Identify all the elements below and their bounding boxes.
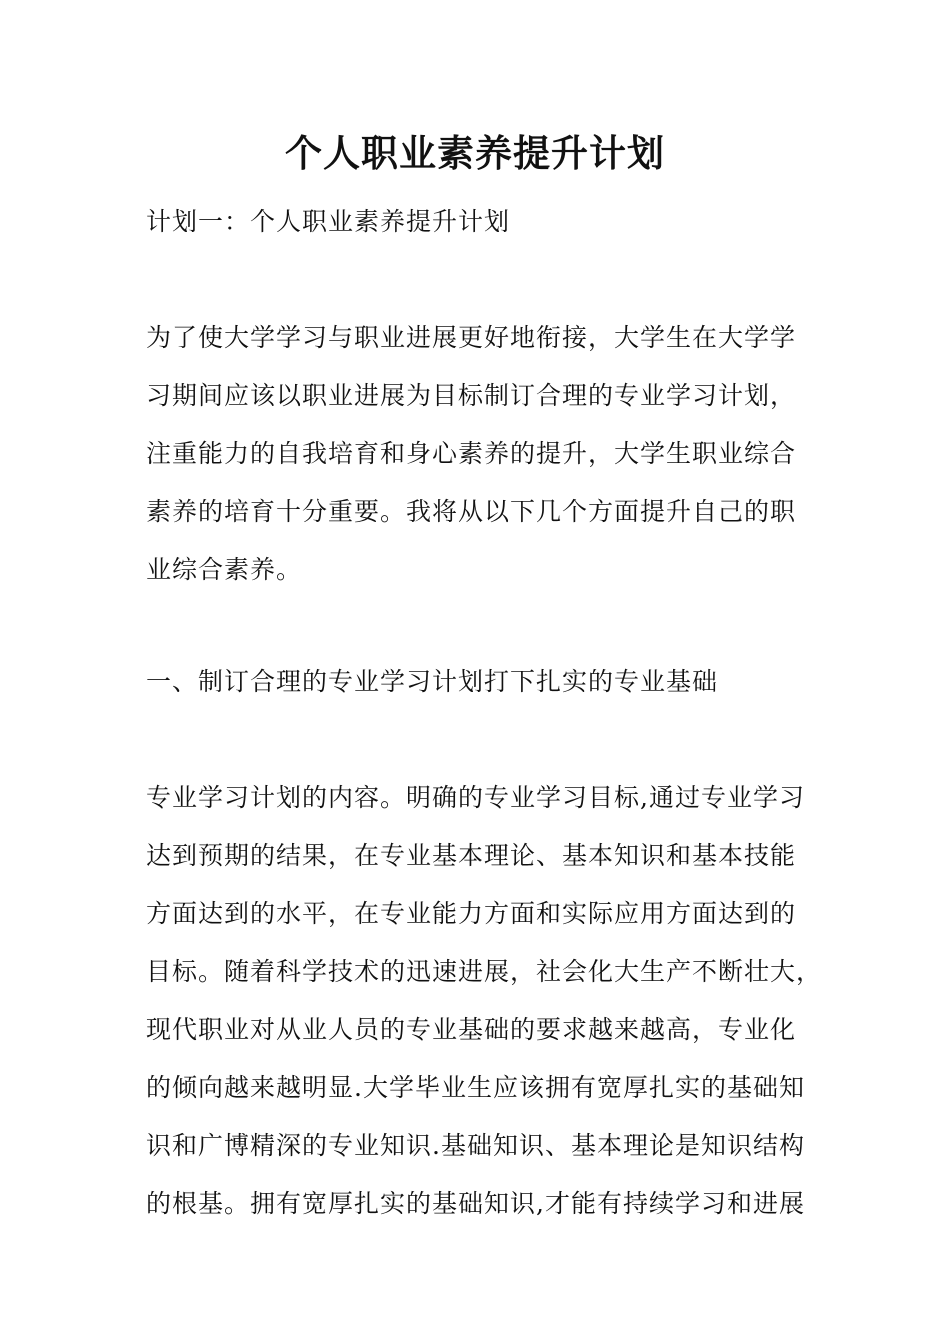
paragraph-line: 业综合素养。 (146, 555, 303, 584)
document-title: 个人职业素养提升计划 (285, 131, 665, 175)
paragraph-line: 的根基。拥有宽厚扎实的基础知识,才能有持续学习和进展 (146, 1189, 805, 1218)
intro-paragraph (146, 309, 810, 599)
plan-subtitle: 计划一：个人职业素养提升计划 (146, 207, 511, 236)
section-paragraph (146, 769, 823, 1233)
paragraph-line: 目标。随着科学技术的迅速进展，社会化大生产不断壮大， (146, 957, 823, 986)
paragraph-line: 素养的培育十分重要。我将从以下几个方面提升自己的职 (146, 497, 797, 526)
paragraph-line: 习期间应该以职业进展为目标制订合理的专业学习计划， (146, 381, 797, 410)
section-heading: 一、制订合理的专业学习计划打下扎实的专业基础 (146, 667, 719, 696)
paragraph-line: 方面达到的水平，在专业能力方面和实际应用方面达到的 (146, 899, 797, 928)
paragraph-line: 识和广博精深的专业知识.基础知识、基本理论是知识结构 (146, 1131, 805, 1160)
paragraph-line: 达到预期的结果，在专业基本理论、基本知识和基本技能 (146, 841, 797, 870)
paragraph-line: 现代职业对从业人员的专业基础的要求越来越高，专业化 (146, 1015, 797, 1044)
paragraph-line: 为了使大学学习与职业进展更好地衔接，大学生在大学学 (146, 323, 797, 352)
paragraph-line: 注重能力的自我培育和身心素养的提升，大学生职业综合 (146, 439, 797, 468)
paragraph-line: 的倾向越来越明显.大学毕业生应该拥有宽厚扎实的基础知 (146, 1073, 805, 1102)
paragraph-line: 专业学习计划的内容。明确的专业学习目标,通过专业学习 (146, 783, 805, 812)
